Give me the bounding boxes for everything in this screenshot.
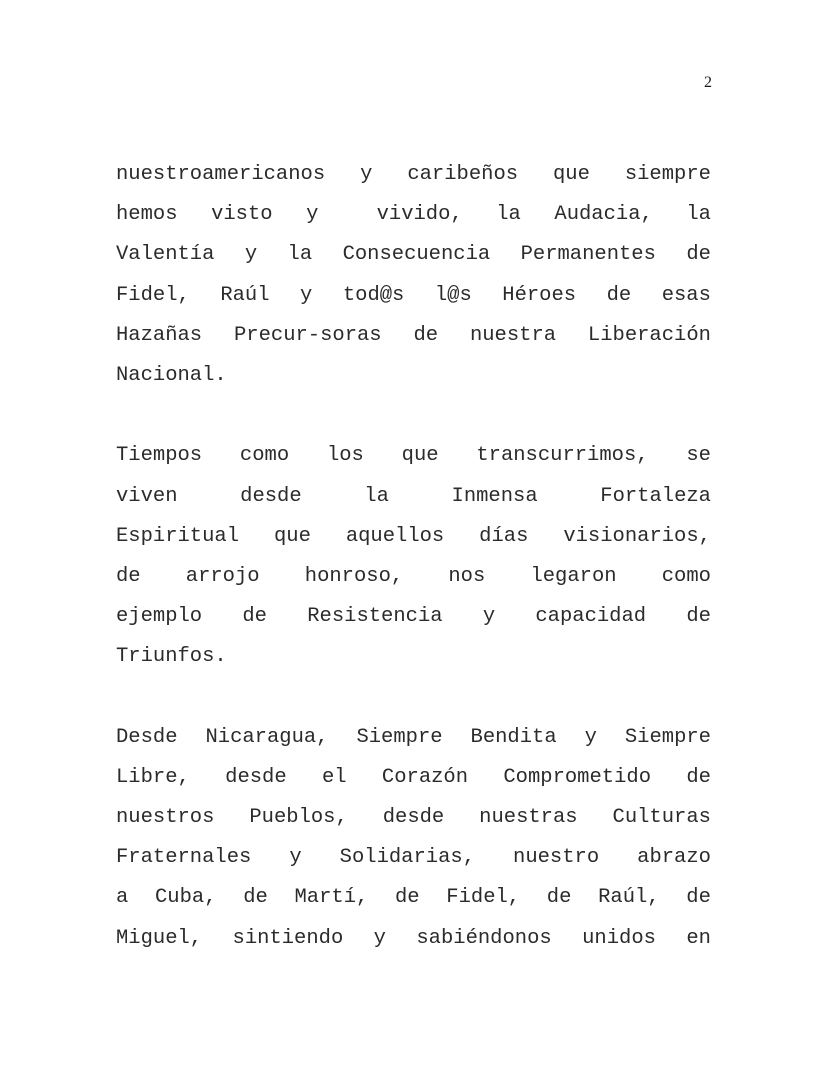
word: Miguel, [116, 926, 203, 950]
word: y [306, 203, 319, 227]
word: Audacia, [554, 203, 653, 227]
word: Pueblos, [249, 806, 348, 829]
word: visionarios, [563, 524, 711, 548]
word: que [552, 163, 590, 186]
word: como [239, 444, 290, 468]
text-line [116, 838, 711, 878]
word: sintiendo [232, 926, 344, 950]
word: abrazo [637, 846, 711, 870]
word: que [273, 524, 311, 548]
word: nuestra [469, 323, 557, 347]
word: Desde [116, 725, 178, 749]
word: Siempre [356, 725, 443, 749]
word: desde [382, 806, 445, 829]
word: unidos [582, 926, 656, 950]
word: a [116, 886, 129, 910]
word: y [289, 846, 302, 870]
text-line [116, 798, 711, 838]
word: Triunfos. [116, 645, 227, 669]
word: de [546, 886, 572, 910]
word: Cuba, [155, 886, 217, 910]
paragraph [116, 155, 711, 396]
text-line [116, 195, 711, 235]
word: Corazón [381, 765, 469, 789]
word: de [606, 283, 632, 307]
paragraph [116, 718, 711, 959]
word: nuestroamericanos [116, 163, 326, 186]
text-line [116, 637, 711, 677]
word: y [360, 163, 373, 186]
word: Fidel, [446, 886, 521, 910]
word: de [413, 323, 439, 347]
word: Héroes [502, 283, 577, 307]
word: de [686, 605, 711, 629]
word: que [401, 444, 439, 468]
word: tod@s [342, 283, 405, 307]
word: y [300, 283, 313, 307]
word: Raúl, [598, 886, 660, 910]
word: siempre [624, 163, 711, 186]
word: la [364, 484, 389, 508]
text-line [116, 517, 711, 557]
word: Resistencia [307, 605, 443, 629]
word: Espiritual [116, 524, 240, 548]
word: arrojo [185, 564, 260, 588]
word: días [479, 524, 529, 548]
word: Fidel, [116, 283, 190, 307]
word: nuestros [116, 806, 215, 829]
word: aquellos [345, 524, 445, 548]
word: capacidad [535, 605, 647, 629]
word: Comprometido [503, 765, 651, 789]
word: Siempre [624, 725, 711, 749]
word: y [244, 243, 258, 267]
word: Fortaleza [600, 484, 711, 508]
word: el [321, 765, 347, 789]
text-line [116, 919, 711, 959]
word: Liberación [587, 323, 711, 347]
text-line [116, 316, 711, 356]
text-line [116, 356, 711, 396]
word: desde [225, 765, 287, 789]
text-line [116, 878, 711, 918]
paragraph [116, 436, 711, 677]
word: y [482, 605, 496, 629]
word: sabiéndonos [416, 926, 552, 950]
text-line [116, 597, 711, 637]
page-number: 2 [704, 74, 712, 91]
word: l@s [434, 283, 472, 307]
word: como [661, 564, 711, 588]
text-line [116, 758, 711, 798]
word: de [686, 765, 711, 789]
word: y [584, 725, 597, 749]
word: transcurrimos, [476, 444, 649, 468]
word: hemos [116, 203, 178, 227]
word: Bendita [470, 725, 557, 749]
word: la [686, 203, 711, 227]
word: los [326, 444, 364, 468]
word: viven [116, 484, 178, 508]
word: Valentía [116, 243, 215, 267]
word: la [496, 203, 521, 227]
text-line [116, 477, 711, 517]
word: honroso, [304, 564, 404, 588]
text-line [116, 155, 711, 195]
word: nuestro [513, 846, 600, 870]
word: Martí, [294, 886, 369, 910]
word: caribeños [407, 163, 519, 186]
word: se [686, 444, 711, 468]
document-body [116, 155, 711, 999]
word: en [686, 926, 711, 950]
word: Hazañas [116, 323, 203, 347]
word: de [242, 605, 267, 629]
word: de [395, 886, 420, 910]
word: de [243, 886, 268, 910]
word: Fraternales [116, 846, 252, 870]
word: Culturas [612, 806, 711, 829]
word: nuestras [479, 806, 578, 829]
word: Consecuencia [342, 243, 491, 267]
word: Nicaragua, [205, 725, 329, 749]
word: legaron [530, 564, 617, 588]
text-line [116, 276, 711, 316]
text-line [116, 557, 711, 597]
word: Raúl [220, 283, 270, 307]
word: Precur-soras [233, 323, 382, 347]
word: nos [448, 564, 486, 588]
word: esas [661, 283, 711, 307]
word: ejemplo [116, 605, 203, 629]
word: vivido, [351, 203, 463, 227]
word: de [116, 564, 141, 588]
text-line [116, 235, 711, 275]
text-line [116, 436, 711, 476]
word: Nacional. [116, 363, 227, 387]
word: de [686, 886, 711, 910]
word: de [686, 243, 711, 267]
word: la [287, 243, 313, 267]
word: Solidarias, [339, 846, 475, 870]
word: Tiempos [116, 444, 203, 468]
word: Inmensa [451, 484, 538, 508]
word: visto [211, 203, 273, 227]
word: desde [240, 484, 302, 508]
word: y [373, 926, 386, 950]
word: Libre, [116, 765, 190, 789]
text-line [116, 718, 711, 758]
word: Permanentes [520, 243, 656, 267]
